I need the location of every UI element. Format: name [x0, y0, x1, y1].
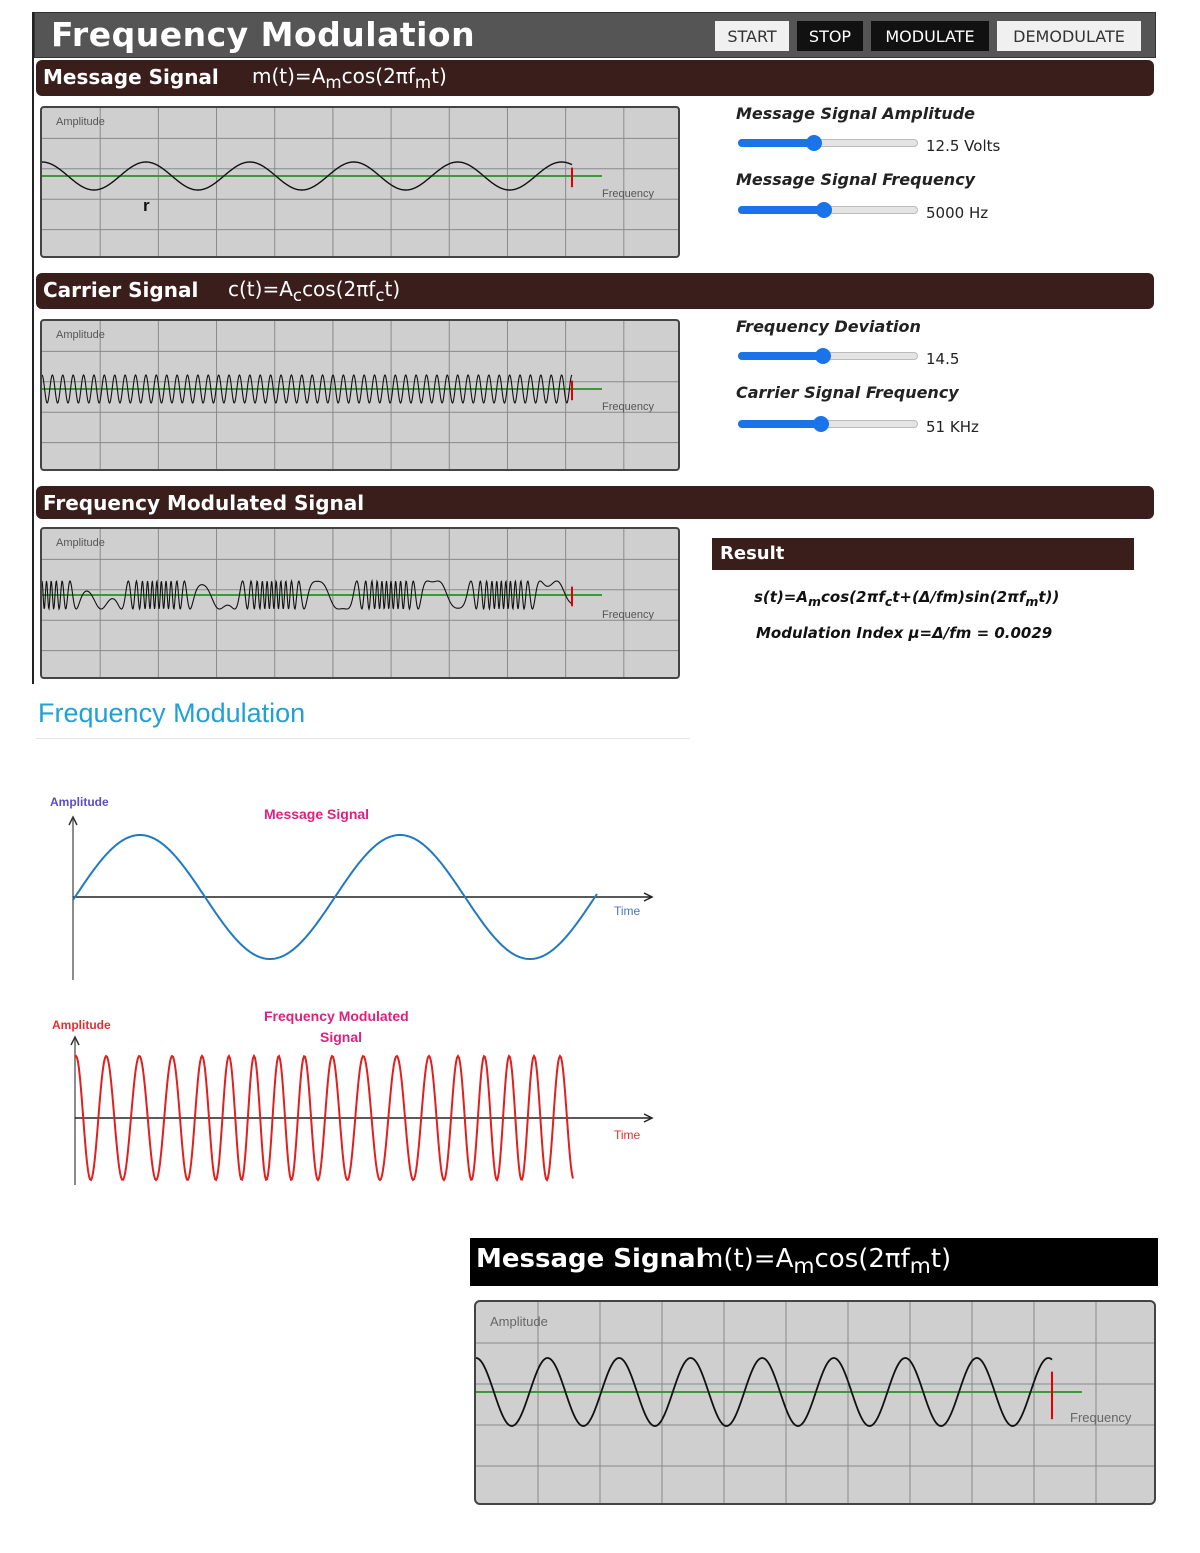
frequency-label: Frequency [602, 188, 654, 200]
message-plot-title: Message Signal [264, 806, 370, 822]
message-signal-header [36, 60, 1154, 96]
zoom-message-label: Message Signal [476, 1244, 705, 1274]
carrier-frequency-slider[interactable] [738, 417, 918, 431]
fm-signal-header [36, 486, 1154, 519]
amplitude-label: Amplitude [56, 116, 105, 128]
slider-thumb[interactable] [816, 202, 832, 218]
slider-thumb[interactable] [815, 348, 831, 364]
carrier-signal-header [36, 273, 1154, 309]
zoom-message-scope [474, 1300, 1156, 1505]
msg-frequency-value: 5000 Hz [926, 204, 989, 222]
frequency-label: Frequency [602, 401, 654, 413]
message-scope [40, 106, 680, 258]
frequency-label: Frequency [602, 609, 654, 621]
result-equation: $s(t)=A_m\cos(2\pi f_ct+(\Delta/fm)\sin(2\pi f_mt))$ [754, 588, 1060, 609]
carrier-signal-label: Carrier Signal [43, 278, 199, 302]
message-formula: $m(t)=A_m\cos(2\pi f_mt)$ [252, 64, 447, 92]
message-xlabel: Time [614, 904, 641, 918]
msg-frequency-label: Message Signal Frequency [736, 170, 976, 189]
fm-xlabel: Time [614, 1128, 641, 1142]
freq-deviation-value: 14.5 [926, 350, 960, 368]
amplitude-label: Amplitude [56, 329, 105, 341]
fm-diagram [40, 785, 670, 1205]
title-bar [34, 12, 1156, 58]
modulate-button[interactable]: MODULATE [871, 21, 989, 51]
fm-scope [40, 527, 680, 679]
fm-ylabel: Amplitude [52, 1018, 111, 1032]
frequency-label: Frequency [1070, 1410, 1132, 1425]
cursor-label: r [143, 196, 150, 215]
slider-thumb[interactable] [813, 416, 829, 432]
result-header: Result [712, 538, 1134, 570]
msg-amplitude-slider[interactable] [738, 136, 918, 150]
carrier-frequency-label: Carrier Signal Frequency [736, 383, 959, 402]
amplitude-label: Amplitude [490, 1314, 548, 1329]
msg-amplitude-label: Message Signal Amplitude [736, 104, 976, 123]
carrier-scope [40, 319, 680, 471]
demodulate-button[interactable]: DEMODULATE [997, 21, 1141, 51]
zoom-message-header [470, 1238, 1158, 1286]
start-button[interactable]: START [715, 21, 789, 51]
message-ylabel: Amplitude [50, 795, 109, 809]
fm-simulator [32, 12, 1154, 684]
freq-deviation-slider[interactable] [738, 349, 918, 363]
modulation-index: Modulation Index μ=Δ/fm = 0.0029 [756, 624, 1053, 642]
slider-thumb[interactable] [806, 135, 822, 151]
fm-plot-title-line2: Signal [320, 1029, 363, 1045]
stop-button[interactable]: STOP [797, 21, 863, 51]
msg-frequency-slider[interactable] [738, 203, 918, 217]
amplitude-label: Amplitude [56, 537, 105, 549]
modulation-index-value: 0.0029 [994, 624, 1053, 642]
message-signal-label: Message Signal [43, 65, 219, 89]
freq-deviation-label: Frequency Deviation [736, 317, 921, 336]
fm-signal-label: Frequency Modulated Signal [43, 491, 365, 515]
carrier-frequency-value: 51 KHz [926, 418, 979, 436]
fm-plot-title-line1: Frequency Modulated [264, 1008, 409, 1024]
msg-amplitude-value: 12.5 Volts [926, 137, 1001, 155]
diagram-heading: Frequency Modulation [38, 698, 306, 728]
heading-divider [36, 738, 690, 739]
zoom-message-formula: $m(t)=A_m\cos(2\pi f_mt)$ [698, 1244, 952, 1280]
carrier-formula: $c(t)=A_c\cos(2\pi f_ct)$ [228, 277, 401, 305]
app-title: Frequency Modulation [51, 15, 476, 54]
